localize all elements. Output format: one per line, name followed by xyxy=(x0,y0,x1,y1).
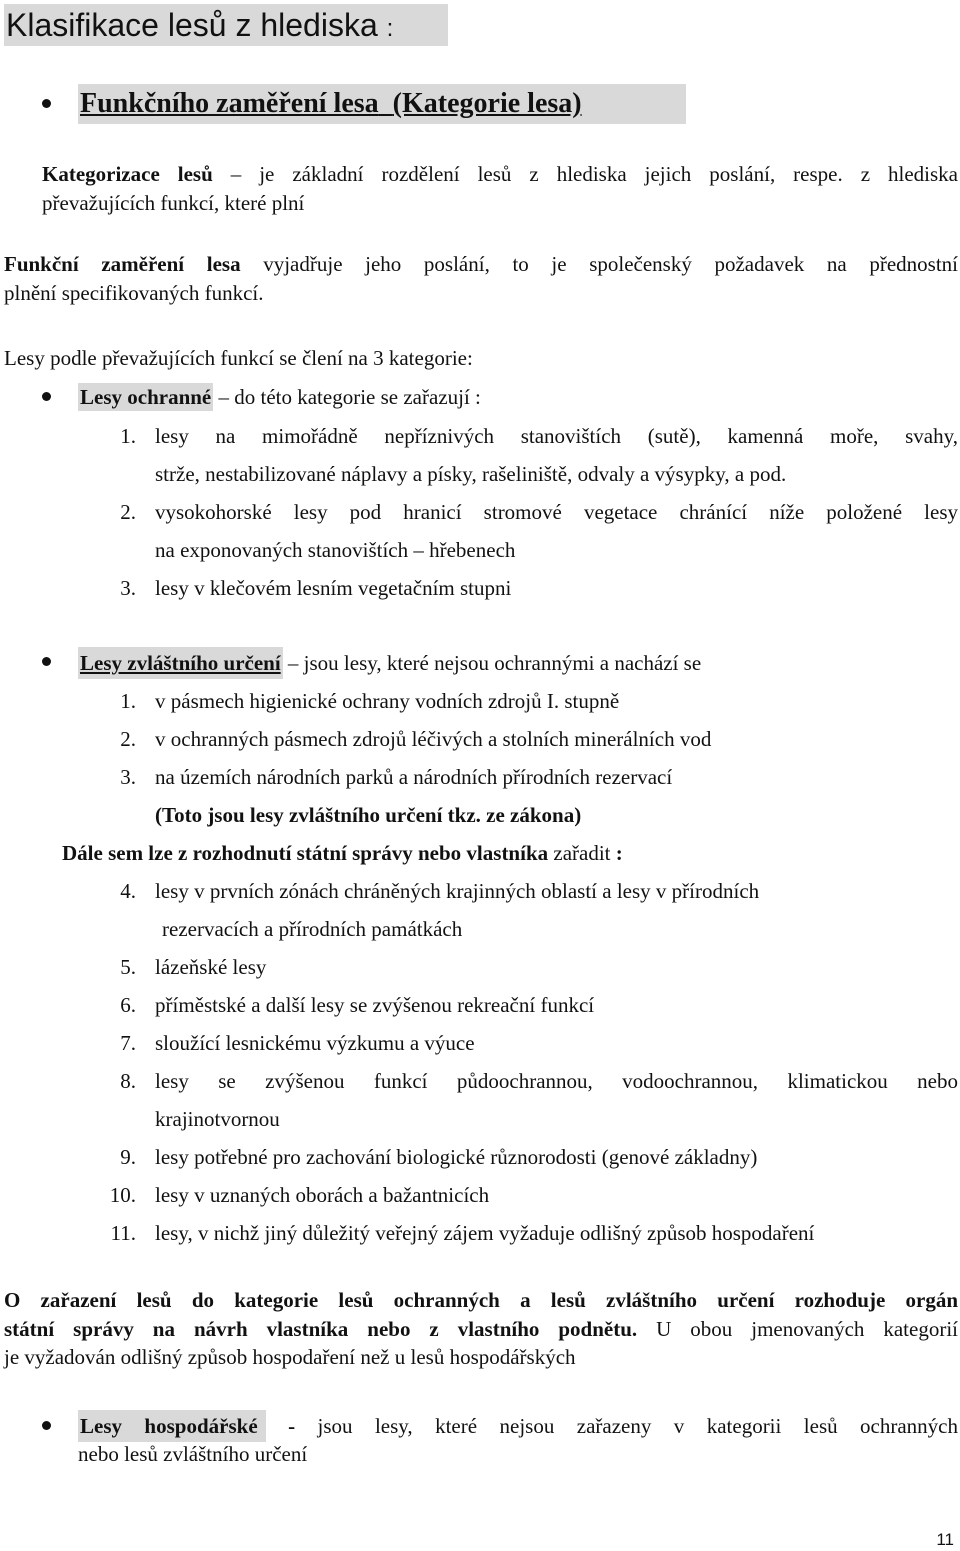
cat3-rest: jsou lesy, které nejsou zařazeny v kategorii lesů ochranných xyxy=(295,1414,959,1438)
cat2-decision xyxy=(62,838,623,868)
decision-colon: : xyxy=(610,841,623,865)
list-item: lesy v klečovém lesním vegetačním stupni xyxy=(155,576,512,600)
list-number: 4. xyxy=(120,879,136,903)
list-number: 1. xyxy=(120,689,136,713)
para1-line2: převažujících funkcí, které plní xyxy=(42,191,305,215)
cat3-dash: - xyxy=(265,1414,296,1438)
para3-line2 xyxy=(4,1315,958,1343)
list-item: lesy v uznaných oborách a bažantnicích xyxy=(155,1183,490,1207)
list-number: 9. xyxy=(120,1145,136,1169)
para3-bold2: státní správy na návrh vlastníka nebo z vlastního podnětu. xyxy=(4,1317,638,1341)
para1-rest: – je základní rozdělení lesů z hlediska jejich poslání, respe. z hlediska xyxy=(212,162,958,186)
cat3-label: Lesy hospodářské xyxy=(78,1410,266,1442)
list-item: lázeňské lesy xyxy=(155,955,267,979)
section-label: Funkčního zaměření lesa xyxy=(80,88,379,119)
list-item: vysokohorské lesy pod hranicí stromové vegetace chránící níže položené lesy xyxy=(155,500,958,524)
page-number: 11 xyxy=(936,1530,954,1549)
section-paren: (Kategorie lesa) xyxy=(392,88,582,119)
list-item-cont: krajinotvornou xyxy=(155,1107,280,1131)
list-item: v pásmech higienické ochrany vodních zdrojů I. stupně xyxy=(155,689,620,713)
list-number: 3. xyxy=(120,765,136,789)
list-number: 1. xyxy=(120,424,136,448)
para3-line1: O zařazení lesů do kategorie lesů ochranných a lesů zvláštního určení rozhoduje orgán xyxy=(4,1288,958,1312)
list-number: 11. xyxy=(110,1221,136,1245)
list-number: 2. xyxy=(120,727,136,751)
bullet-icon xyxy=(42,99,51,108)
cat1-rest: – do této kategorie se zařazují : xyxy=(213,385,481,409)
title-text: Klasifikace lesů z hlediska xyxy=(6,7,378,43)
decision-normal: zařadit xyxy=(548,841,611,865)
para1-line1 xyxy=(42,160,958,188)
cat2-heading xyxy=(78,648,701,678)
list-item: lesy se zvýšenou funkcí půdoochrannou, vodoochrannou, klimatickou nebo xyxy=(155,1069,958,1093)
bullet-icon xyxy=(42,1421,51,1430)
list-item-cont: strže, nestabilizované náplavy a písky, rašeliniště, odvaly a výsypky, a pod. xyxy=(155,462,787,486)
list-number: 8. xyxy=(120,1069,136,1093)
cat3-line1 xyxy=(78,1411,958,1441)
para2-line2: plnění specifikovaných funkcí. xyxy=(4,281,264,305)
list-item: lesy v prvních zónách chráněných krajinných oblastí a lesy v přírodních xyxy=(155,879,760,903)
cat2-label: Lesy zvláštního určení xyxy=(78,647,283,679)
cat1-label: Lesy ochranné xyxy=(80,385,212,409)
section-heading xyxy=(78,84,686,124)
list-item: lesy, v nichž jiný důležitý veřejný zájem vyžaduje odlišný způsob hospodaření xyxy=(155,1221,815,1245)
para1-bold: Kategorizace lesů xyxy=(42,162,213,186)
list-item: lesy potřebné pro zachování biologické různorodosti (genové základny) xyxy=(155,1145,758,1169)
para2-line1 xyxy=(4,250,958,278)
para2-rest: vyjadřuje jeho poslání, to je společenský požadavek na přednostní xyxy=(240,252,958,276)
list-item: na územích národních parků a národních přírodních rezervací xyxy=(155,765,673,789)
list-item-cont: rezervacích a přírodních památkách xyxy=(162,917,463,941)
para3-rest2: U obou jmenovaných kategorií xyxy=(637,1317,959,1341)
list-item-cont: na exponovaných stanovištích – hřebenech xyxy=(155,538,516,562)
list-item: sloužící lesnickému výzkumu a výuce xyxy=(155,1031,475,1055)
bullet-icon xyxy=(42,392,51,401)
list-number: 3. xyxy=(120,576,136,600)
cat3-line2: nebo lesů zvláštního určení xyxy=(78,1442,308,1466)
cat1-heading xyxy=(78,382,481,412)
para3-line3: je vyžadován odlišný způsob hospodaření než u lesů hospodářských xyxy=(4,1345,576,1369)
list-number: 6. xyxy=(120,993,136,1017)
list-number: 5. xyxy=(120,955,136,979)
bullet-icon xyxy=(42,657,51,666)
list-number: 2. xyxy=(120,500,136,524)
cat2-note: (Toto jsou lesy zvláštního určení tkz. ze zákona) xyxy=(155,803,582,827)
list-item: příměstské a další lesy se zvýšenou rekreační funkcí xyxy=(155,993,595,1017)
para2-bold: Funkční zaměření lesa xyxy=(4,252,241,276)
list-number: 7. xyxy=(120,1031,136,1055)
page-title xyxy=(4,4,448,46)
list-number: 10. xyxy=(109,1183,136,1207)
intro-text: Lesy podle převažujících funkcí se člení na 3 kategorie: xyxy=(4,346,473,370)
list-item: v ochranných pásmech zdrojů léčivých a stolních minerálních vod xyxy=(155,727,712,751)
decision-bold: Dále sem lze z rozhodnutí státní správy nebo vlastníka xyxy=(62,841,549,865)
list-item: lesy na mimořádně nepříznivých stanovištích (sutě), kamenná moře, svahy, xyxy=(155,424,958,448)
cat2-rest: – jsou lesy, které nejsou ochrannými a nachází se xyxy=(282,651,702,675)
title-colon: : xyxy=(386,15,394,42)
